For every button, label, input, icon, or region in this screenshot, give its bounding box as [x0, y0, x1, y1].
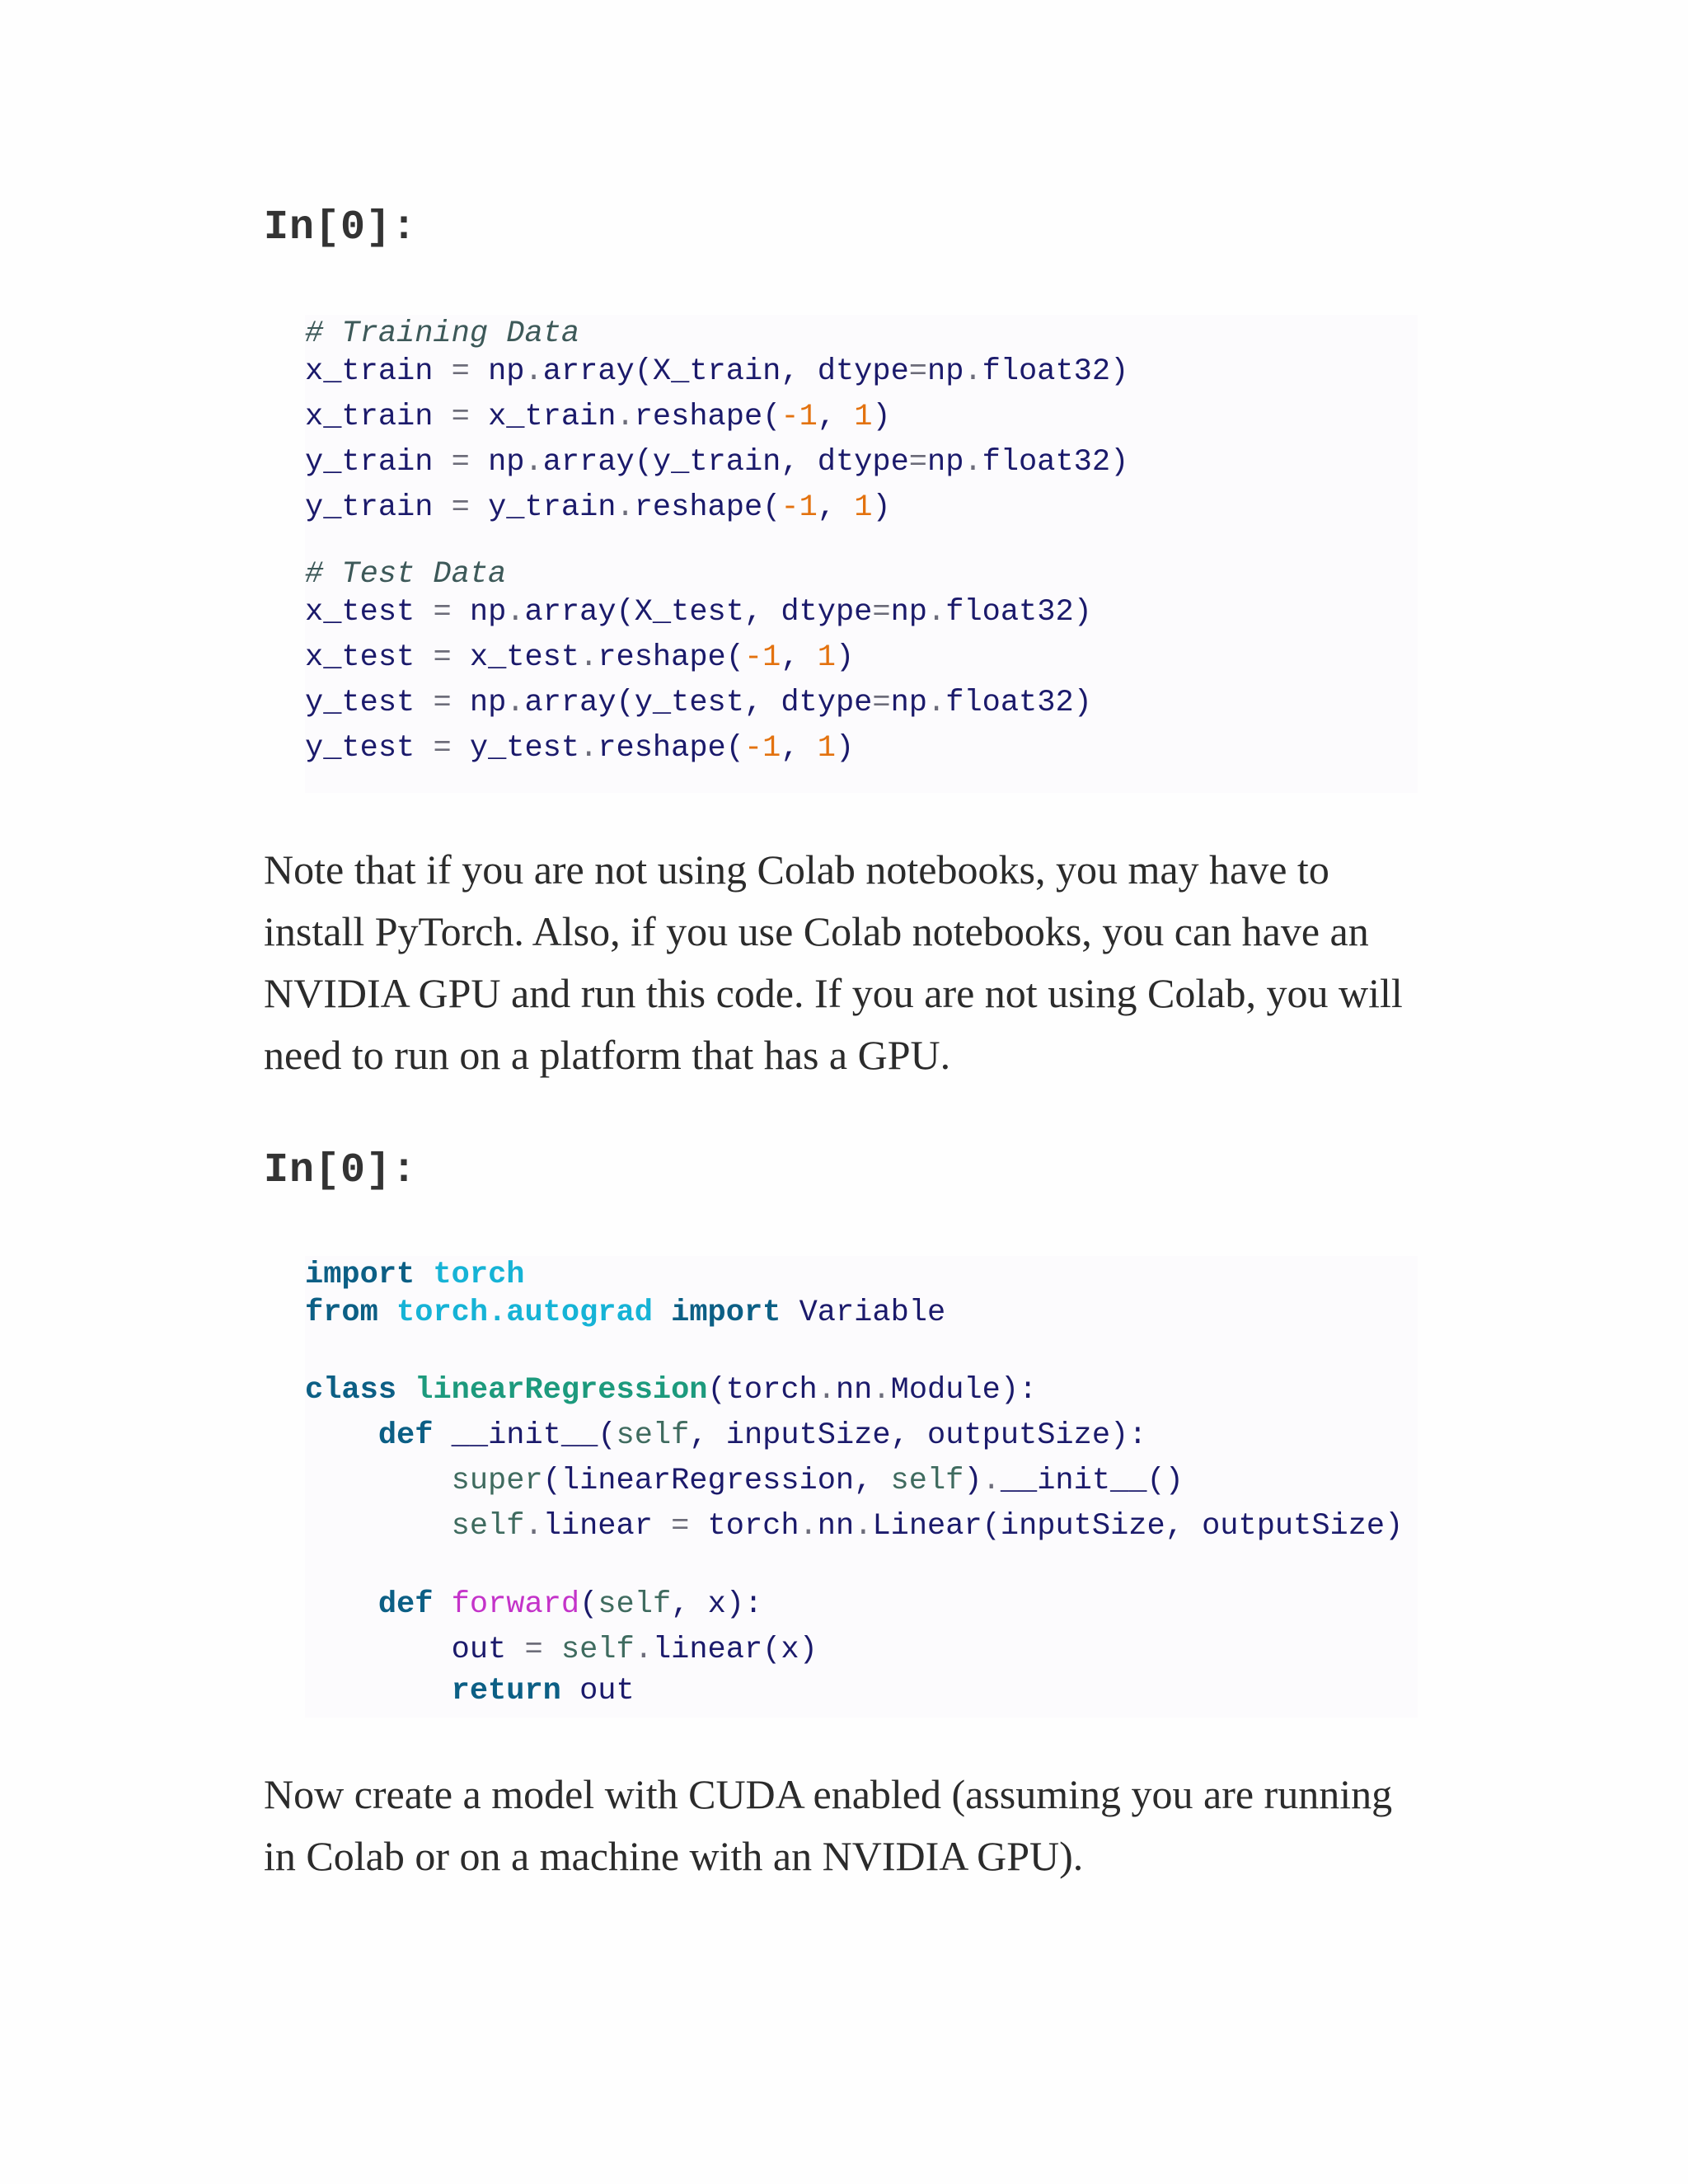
- code-line: y_test = np.array(y_test, dtype=np.float32): [305, 686, 1092, 720]
- cell-label: In[0]:: [264, 204, 418, 251]
- code-line: x_test = x_test.reshape(-1, 1): [305, 640, 855, 675]
- paragraph-colab-note: [264, 839, 1434, 1086]
- code-comment: # Training Data: [305, 316, 580, 351]
- code-line: return out: [451, 1674, 635, 1708]
- code-line: class linearRegression(torch.nn.Module):: [305, 1373, 1038, 1408]
- code-line: y_test = y_test.reshape(-1, 1): [305, 731, 855, 766]
- cell-label: In[0]:: [264, 1147, 418, 1194]
- code-line: def forward(self, x):: [377, 1587, 763, 1622]
- code-block-model-class: [305, 1256, 1418, 1718]
- code-line: super(linearRegression, self).__init__(): [451, 1464, 1184, 1498]
- code-line: y_train = np.array(y_train, dtype=np.float32): [305, 445, 1129, 480]
- code-line: out = self.linear(x): [305, 1633, 818, 1667]
- code-comment: # Test Data: [305, 557, 507, 592]
- code-line: x_train = np.array(X_train, dtype=np.float32): [305, 354, 1129, 389]
- code-line: self.linear = torch.nn.Linear(inputSize, outputSize): [451, 1509, 1404, 1544]
- code-line: def __init__(self, inputSize, outputSize):: [377, 1418, 1147, 1453]
- code-line: from torch.autograd import Variable: [305, 1296, 946, 1330]
- code-line: y_train = y_train.reshape(-1, 1): [305, 490, 891, 525]
- text-line: install PyTorch. Also, if you use Colab notebooks, you can have an: [264, 908, 1369, 954]
- code-line: x_train = x_train.reshape(-1, 1): [305, 400, 891, 434]
- code-line: x_test = np.array(X_test, dtype=np.float32): [305, 595, 1092, 630]
- code-line: import torch: [305, 1258, 525, 1292]
- text-line: Note that if you are not using Colab notebooks, you may have to: [264, 846, 1329, 893]
- text-line: NVIDIA GPU and run this code. If you are not using Colab, you will: [264, 970, 1403, 1016]
- text-line: Now create a model with CUDA enabled (assuming you are running: [264, 1771, 1393, 1817]
- code-block-data-prep: [305, 315, 1418, 793]
- text-line: need to run on a platform that has a GPU.: [264, 1032, 951, 1078]
- text-line: in Colab or on a machine with an NVIDIA GPU).: [264, 1833, 1084, 1879]
- paragraph-cuda-note: [264, 1764, 1434, 1887]
